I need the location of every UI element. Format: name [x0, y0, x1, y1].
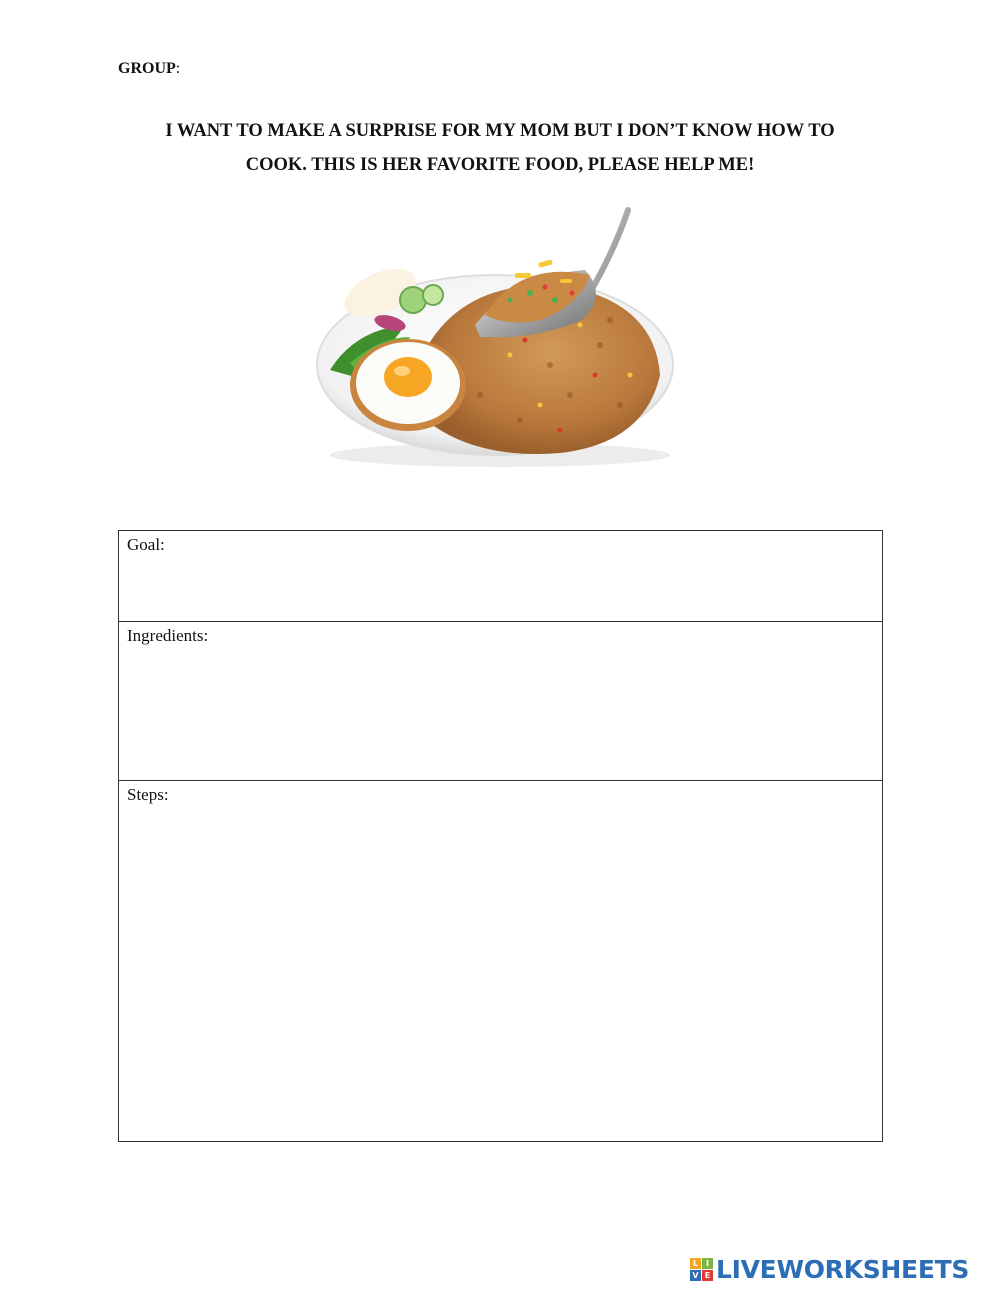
- table-row: [119, 531, 883, 622]
- liveworksheets-mark-icon: [690, 1258, 713, 1281]
- mark-letter-l: L: [690, 1258, 701, 1269]
- mark-letter-i: I: [702, 1258, 713, 1269]
- ingredients-cell[interactable]: [119, 622, 883, 781]
- task-prompt: [100, 114, 900, 182]
- ingredients-label: Ingredients:: [127, 626, 209, 645]
- table-row: [119, 622, 883, 781]
- table-row: [119, 781, 883, 1142]
- steps-label: Steps:: [127, 785, 169, 804]
- mark-letter-e: E: [702, 1270, 713, 1281]
- group-label: [118, 60, 180, 78]
- task-prompt-line-1: I WANT TO MAKE A SURPRISE FOR MY MOM BUT I DON’T KNOW HOW TO: [165, 121, 835, 141]
- task-prompt-line-2: COOK. THIS IS HER FAVORITE FOOD, PLEASE HELP ME!: [245, 155, 755, 175]
- liveworksheets-logo: [690, 1254, 969, 1284]
- liveworksheets-wordmark: LIVEWORKSHEETS: [716, 1254, 970, 1284]
- steps-cell[interactable]: [119, 781, 883, 1142]
- group-label-colon: :: [175, 60, 181, 77]
- group-label-text: GROUP: [118, 60, 176, 77]
- goal-label: Goal:: [127, 535, 165, 554]
- goal-cell[interactable]: [119, 531, 883, 622]
- recipe-table: [118, 530, 883, 1142]
- fried-rice-with-egg-icon: [310, 205, 690, 480]
- mark-letter-v: V: [690, 1270, 701, 1281]
